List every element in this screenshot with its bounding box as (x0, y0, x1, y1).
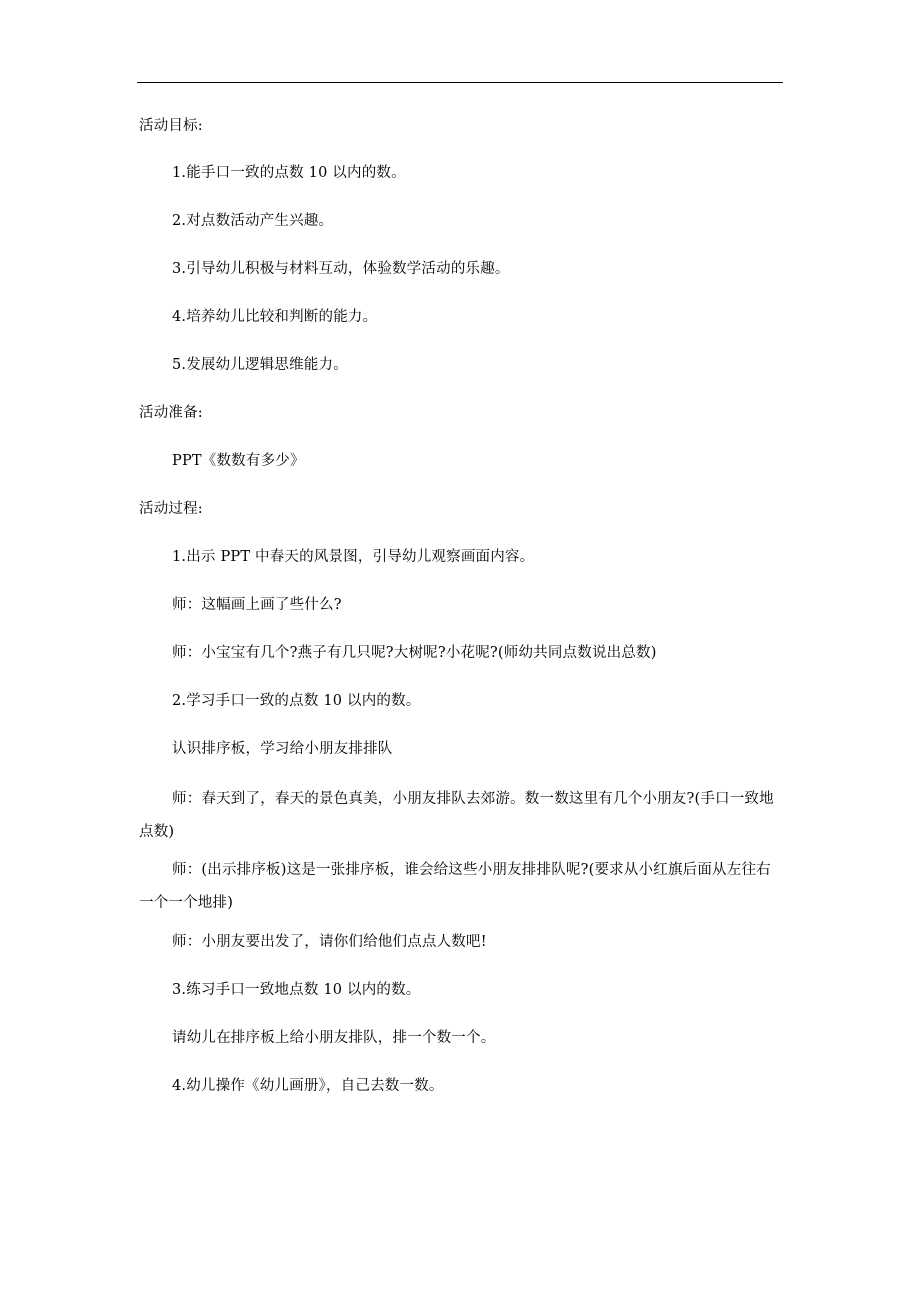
teacher-paragraph-1: 师：春天到了，春天的景色真美，小朋友排队去郊游。数一数这里有几个小朋友?(手口一致地点数) (139, 791, 774, 840)
teacher-line-1: 师：这幅画上画了些什么? (172, 597, 342, 613)
section-heading-goals: 活动目标: (139, 118, 203, 134)
process-step-4: 4.幼儿操作《幼儿画册》，自己去数一数。 (172, 1078, 444, 1094)
section-heading-preparation: 活动准备: (139, 405, 203, 421)
preparation-item: PPT《数数有多少》 (172, 453, 305, 469)
goal-item-2: 2.对点数活动产生兴趣。 (172, 213, 334, 229)
goal-item-4: 4.培养幼儿比较和判断的能力。 (172, 309, 378, 325)
teacher-paragraph-2: 师：(出示排序板)这是一张排序板，谁会给这些小朋友排排队呢?(要求从小红旗后面从左往右一个一个地排) (139, 862, 771, 911)
goal-item-5: 5.发展幼儿逻辑思维能力。 (172, 357, 348, 373)
teacher-line-2: 师：小宝宝有几个?燕子有几只呢?大树呢?小花呢?(师幼共同点数说出总数) (172, 645, 657, 661)
teacher-line-3: 师：小朋友要出发了，请你们给他们点点人数吧! (172, 934, 487, 950)
practice-line: 请幼儿在排序板上给小朋友排队，排一个数一个。 (172, 1030, 496, 1046)
goal-item-3: 3.引导幼儿积极与材料互动，体验数学活动的乐趣。 (172, 261, 510, 277)
header-rule (137, 82, 783, 83)
section-heading-process: 活动过程: (139, 501, 203, 517)
goal-item-1: 1.能手口一致的点数 10 以内的数。 (172, 165, 406, 181)
process-step-3: 3.练习手口一致地点数 10 以内的数。 (172, 982, 421, 998)
process-step-1: 1.出示 PPT 中春天的风景图，引导幼儿观察画面内容。 (172, 549, 535, 565)
sorting-board-intro: 认识排序板，学习给小朋友排排队 (172, 741, 393, 757)
process-step-2: 2.学习手口一致的点数 10 以内的数。 (172, 693, 421, 709)
